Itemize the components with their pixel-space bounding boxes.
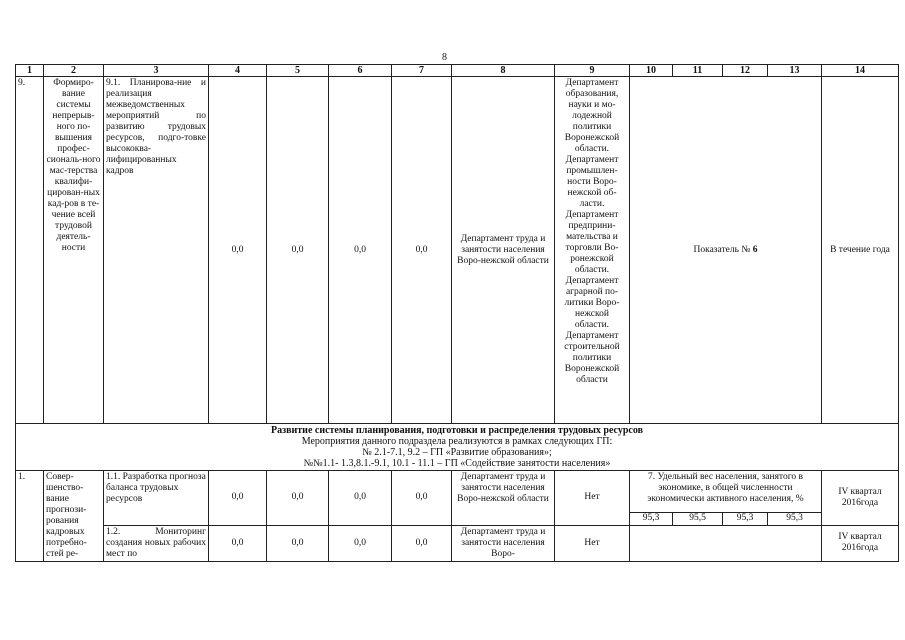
funding-value: 0,0 xyxy=(267,77,329,424)
row-number: 1. xyxy=(16,471,44,562)
responsible-cell: Департамент труда и занятости населения Воро- xyxy=(452,525,555,561)
col-header: 9 xyxy=(555,65,630,77)
table-row xyxy=(16,471,899,513)
measure-cell: 1.1. Разработка прогноза баланса трудовых ресурсов xyxy=(104,471,209,526)
row-number: 9. xyxy=(16,77,44,424)
table-row xyxy=(16,77,899,424)
goal-cell: Формиро-вание системы непрерыв-ного по-вышения профес-сиональ-ного мас-терства квалифи-цирован-ных кад-ров в те-чение всей трудовой деятель-ности xyxy=(44,77,104,424)
coexecutors-cell: Департамент образования, науки и мо-лодежной политики Воронежской области. Департамент промышлен-ности Воро-нежской об-ласти. Департамент предприни-мательства и торговли Во-ронежской области. Департамент аграрной по-литики Воро-нежской области. Департамент строительной политики Воронежской области xyxy=(555,77,630,424)
measure-cell: 1.2. Мониторинг создания новых рабочих мест по xyxy=(104,525,209,561)
funding-value: 0,0 xyxy=(329,471,392,526)
term-cell: IV квартал 2016года xyxy=(822,525,899,561)
indicator-prefix: Показатель № xyxy=(693,244,753,255)
col-header: 5 xyxy=(267,65,329,77)
indicator-title: 7. Удельный вес населения, занятого в экономике, в общей численности экономически активного населения, % xyxy=(630,471,822,513)
funding-value: 0,0 xyxy=(209,525,267,561)
section-line: № 2.1-7.1, 9.2 – ГП «Развитие образования»; xyxy=(362,447,552,458)
funding-value: 0,0 xyxy=(329,77,392,424)
col-header: 10 xyxy=(630,65,673,77)
indicator-value: 95,3 xyxy=(630,513,673,525)
section-line: Мероприятия данного подраздела реализуются в рамках следующих ГП: xyxy=(301,436,613,447)
col-header: 2 xyxy=(44,65,104,77)
program-table xyxy=(15,64,899,562)
indicator-number: 6 xyxy=(752,244,758,255)
table-row xyxy=(16,525,899,561)
indicator-value: 95,3 xyxy=(723,513,768,525)
col-header: 1 xyxy=(16,65,44,77)
section-cell xyxy=(16,424,899,471)
funding-value: 0,0 xyxy=(267,525,329,561)
col-header: 13 xyxy=(768,65,822,77)
section-line: №№1.1- 1.3,8.1.-9.1, 10.1 - 11.1 – ГП «Содействие занятости населения» xyxy=(303,458,611,469)
responsible-cell: Департамент труда и занятости населения Воро-нежской области xyxy=(452,471,555,526)
funding-value: 0,0 xyxy=(392,77,452,424)
funding-value: 0,0 xyxy=(392,525,452,561)
col-header: 6 xyxy=(329,65,392,77)
indicator-value: 95,5 xyxy=(673,513,723,525)
section-title: Развитие системы планирования, подготовки и распределения трудовых ресурсов xyxy=(270,425,643,436)
indicator-empty-cell xyxy=(630,525,822,561)
funding-value: 0,0 xyxy=(392,471,452,526)
coexecutors-cell: Нет xyxy=(555,525,630,561)
indicator-value: 95,3 xyxy=(768,513,822,525)
col-header: 7 xyxy=(392,65,452,77)
indicator-cell xyxy=(630,77,822,424)
funding-value: 0,0 xyxy=(329,525,392,561)
header-row xyxy=(16,65,899,77)
term-cell: IV квартал 2016года xyxy=(822,471,899,526)
measure-cell: 9.1. Планирова-ние и реализация межведомственных мероприятий по развитию трудовых ресурсов, подго-товке высококва-лифицированных кадров xyxy=(104,77,209,424)
col-header: 11 xyxy=(673,65,723,77)
col-header: 8 xyxy=(452,65,555,77)
section-row xyxy=(16,424,899,471)
funding-value: 0,0 xyxy=(267,471,329,526)
funding-value: 0,0 xyxy=(209,77,267,424)
funding-value: 0,0 xyxy=(209,471,267,526)
col-header: 12 xyxy=(723,65,768,77)
goal-cell: Совер-шенство-вание прогнози-рования кадровых потребно-стей ре- xyxy=(44,471,104,562)
col-header: 4 xyxy=(209,65,267,77)
term-cell: В течение года xyxy=(822,77,899,424)
col-header: 3 xyxy=(104,65,209,77)
coexecutors-cell: Нет xyxy=(555,471,630,526)
col-header: 14 xyxy=(822,65,899,77)
page-number: 8 xyxy=(442,52,447,63)
responsible-cell: Департамент труда и занятости населения Воро-нежской области xyxy=(452,77,555,424)
